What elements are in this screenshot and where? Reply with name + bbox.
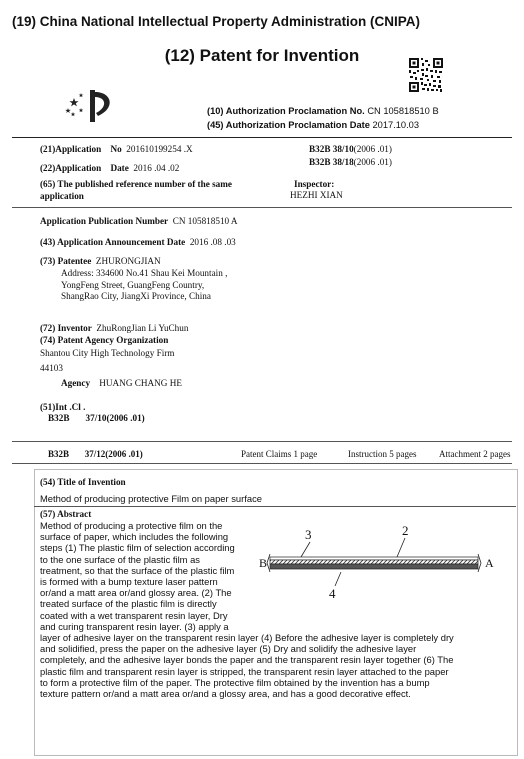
agent: Agency HUANG CHANG HE	[61, 378, 182, 388]
agency-label: (74) Patent Agency Organization	[40, 335, 169, 345]
abstract-line: coated with a wet transparent resin layer, Dry	[40, 609, 228, 621]
figure-label-2: 2	[402, 523, 409, 538]
int-cl-label: (51)Int .Cl .	[40, 402, 86, 412]
abstract-line: steps (1) The plastic film of selection according	[40, 542, 235, 554]
resin-layer	[270, 560, 478, 564]
abstract-label: (57) Abstract	[40, 509, 92, 519]
reference-number-label: (65) The published reference number of the same application	[40, 179, 232, 201]
biblio-divider	[12, 207, 512, 208]
address-line: Address: 334600 No.41 Shau Kei Mountain ,	[61, 268, 228, 278]
address-line: ShangRao City, JiangXi Province, China	[61, 291, 211, 301]
abstract-line: to form a protective film of the paper. The protective film obtained by the invention has a bump	[40, 676, 430, 688]
int-cl-2: B32B 37/12(2006 .01)	[48, 449, 143, 459]
agency-name: Shantou City High Technology Firm	[40, 348, 175, 358]
cnipa-logo-icon	[64, 86, 124, 126]
inspector-value: HEZHI XIAN	[290, 190, 343, 200]
address-line: YongFeng Street, GuangFeng Country,	[61, 279, 205, 290]
break-mark-right	[478, 554, 481, 572]
classification-divider	[12, 441, 512, 442]
title-label: (54) Title of Invention	[40, 477, 126, 487]
abstract-line: and solidified, press the paper on the adhesive layer (5) Dry and solidify the adhesive layer	[40, 643, 417, 655]
adhesive-layer	[270, 564, 478, 569]
break-mark-left	[267, 554, 270, 572]
abstract-line: completely, and the adhesive layer bonds the paper and the transparent resin layer together (6) The	[40, 654, 454, 666]
inspector-label: Inspector:	[294, 179, 335, 189]
auth-number-value: CN 105818510 B	[367, 106, 439, 116]
qr-code-icon	[409, 58, 443, 92]
plastic-film-layer	[270, 557, 478, 560]
abstract-line: surface of paper, which includes the following	[40, 531, 229, 543]
abstract-line: treatment, so that the surface of the plastic film	[40, 564, 235, 576]
cross-section-figure	[255, 520, 495, 610]
auth-number-label: (10) Authorization Proclamation No.	[207, 106, 365, 116]
office-name: (19) China National Intellectual Property Administration (CNIPA)	[12, 14, 421, 29]
claims-pages: Patent Claims 1 page	[241, 449, 318, 459]
inventor: (72) Inventor ZhuRongJian Li YuChun	[40, 323, 189, 333]
application-date: (22)Application Date 2016 .04 .02	[40, 163, 180, 173]
application-number: (21)Application No 201610199254 .X	[40, 144, 193, 154]
abstract-line: layer of adhesive layer on the transparent resin layer (4) Before the adhesive layer is completely dry	[40, 632, 454, 644]
int-cl-1: B32B 37/10(2006 .01)	[48, 413, 145, 423]
leader-line-3	[301, 542, 310, 557]
leader-line-4	[335, 572, 341, 586]
ipc-classification-2: B32B 38/18(2006 .01)	[309, 157, 392, 167]
patentee-address	[61, 268, 227, 303]
header-divider	[12, 137, 512, 138]
ipc-classification-1: B32B 38/10(2006 .01)	[309, 144, 392, 154]
abstract-line: is formed with a bump texture laser pattern	[40, 576, 218, 588]
publication-number: Application Publication Number CN 105818510 A	[40, 216, 238, 226]
figure-label-4: 4	[329, 586, 336, 601]
figure-label-3: 3	[305, 527, 312, 542]
figure-label-a: A	[485, 556, 494, 570]
abstract-line: to the one surface of the plastic film as	[40, 553, 200, 565]
abstract-line: treated surface of the plastic film is directly	[40, 598, 217, 610]
abstract-line: Method of producing a protective film on the	[40, 520, 223, 531]
abstract-line: plastic film and transparent resin layer is stripped, the transparent resin layer attached to the paper	[40, 665, 449, 677]
document-type: (12) Patent for Invention	[164, 46, 360, 65]
agency-code: 44103	[40, 363, 63, 373]
auth-date-label: (45) Authorization Proclamation Date	[207, 120, 370, 130]
abstract-line: and curing transparent resin layer. (3) apply a	[40, 620, 229, 632]
auth-date-value: 2017.10.03	[372, 120, 420, 130]
attachment-pages: Attachment 2 pages	[439, 449, 511, 459]
abstract-line: or/and a matt area or/and glossy area. (2) The	[40, 587, 232, 599]
instruction-pages: Instruction 5 pages	[348, 449, 417, 459]
pages-divider	[12, 463, 512, 464]
figure-label-b: B	[259, 556, 268, 570]
invention-title: Method of producing protective Film on paper surface	[40, 493, 262, 504]
leader-line-2	[397, 538, 405, 557]
title-divider	[34, 506, 516, 507]
abstract-line: texture pattern or/and a matt area or/and a glossy area, and has a good decorative effect.	[40, 688, 411, 700]
announcement-date: (43) Application Announcement Date 2016 .08 .03	[40, 237, 236, 247]
patentee: (73) Patentee ZHURONGJIAN	[40, 256, 161, 266]
